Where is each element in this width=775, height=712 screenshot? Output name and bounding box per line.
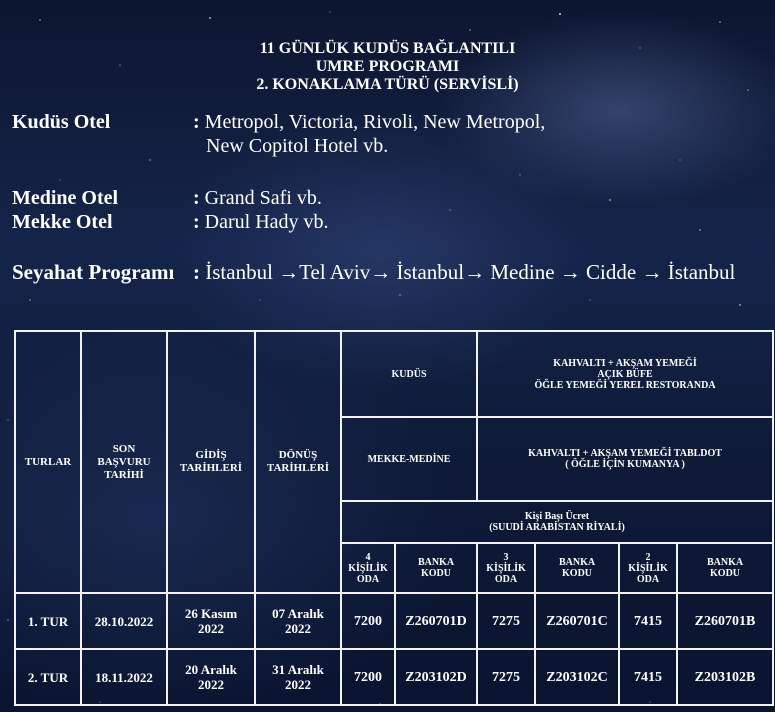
itinerary-stop: Tel Aviv (299, 260, 371, 284)
bank-code: Z260701B (677, 593, 773, 649)
meal-place-kudus (341, 331, 477, 417)
kudus-hotel-value (193, 110, 545, 134)
tour-price-table (14, 330, 774, 706)
arrow-right-icon: → (370, 260, 397, 284)
room-header-line: ODA (494, 573, 518, 585)
meal-desc-kudus (477, 331, 773, 417)
room-header-line: KİŞİLİK (348, 562, 388, 574)
header-son-basvuru-line: BAŞVURU (97, 455, 151, 468)
room-header-banka-kodu (395, 543, 477, 593)
row-gidis-line: 26 Kasım (184, 606, 238, 621)
row-donus-line: 2022 (285, 621, 311, 636)
price-3-kisilik: 7275 (477, 649, 535, 705)
meal-desc-line: AÇIK BÜFE (597, 368, 653, 380)
price-2-kisilik: 7415 (619, 593, 677, 649)
header-gidis (167, 331, 255, 593)
row-donus-line: 2022 (285, 677, 311, 692)
room-header-line: BANKA (706, 557, 744, 568)
bank-code: Z203102D (395, 649, 477, 705)
program-title (0, 40, 775, 94)
medine-hotel-label: Medine Otel (12, 187, 119, 209)
meal-desc-line: KAHVALTI + AKŞAM YEMEĞİ TABLDOT (528, 448, 722, 459)
price-3-kisilik: 7275 (477, 593, 535, 649)
header-donus (255, 331, 341, 593)
header-turlar-text: TURLAR (24, 455, 72, 468)
room-header-line: ODA (636, 573, 660, 585)
room-header-line: KİŞİLİK (628, 562, 668, 574)
meal-desc-line: ( ÖĞLE İÇİN KUMANYA ) (565, 459, 685, 470)
arrow-right-icon: → (464, 260, 491, 284)
room-header-line: BANKA (558, 557, 596, 568)
meal-desc-line: ÖĞLE YEMEĞİ YEREL RESTORANDA (534, 379, 716, 391)
meal-place-mekke-medine (341, 417, 477, 501)
row-donus-line: 31 Aralık (272, 662, 324, 677)
row-son-basvuru: 28.10.2022 (81, 593, 167, 649)
title-line-1: 11 GÜNLÜK KUDÜS BAĞLANTILI (259, 40, 516, 57)
row-donus-line: 07 Aralık (272, 606, 324, 621)
itinerary-stop: İstanbul (396, 260, 465, 284)
price-4-kisilik: 7200 (341, 593, 395, 649)
row-gidis (167, 649, 255, 705)
medine-hotel-value-wrap (193, 186, 322, 210)
mekke-hotel-value: Darul Hady vb. (204, 211, 329, 233)
kudus-hotel-value-line2: New Copitol Hotel vb. (206, 135, 389, 157)
room-header-3-kisilik (477, 543, 535, 593)
room-header-2-kisilik (619, 543, 677, 593)
row-son-basvuru: 18.11.2022 (81, 649, 167, 705)
header-gidis-line: GİDİŞ (195, 449, 227, 461)
itinerary-stop: İstanbul (667, 260, 736, 284)
bank-code: Z260701D (395, 593, 477, 649)
separator: : (193, 211, 200, 233)
room-header-banka-kodu (677, 543, 773, 593)
room-header-line: KODU (710, 568, 741, 579)
meal-place-kudus-text: KUDÜS (391, 368, 427, 380)
itinerary-label: Seyahat Programı (12, 260, 175, 284)
header-gidis-line: TARİHLERİ (179, 462, 243, 474)
row-gidis (167, 593, 255, 649)
row-gidis-line: 2022 (198, 621, 224, 636)
bank-code: Z260701C (535, 593, 619, 649)
room-header-line: 3 (503, 551, 509, 563)
price-header-line2: (SUUDİ ARABİSTAN RİYALİ) (489, 522, 625, 533)
header-turlar (15, 331, 81, 593)
table-row (15, 593, 773, 649)
room-header-banka-kodu (535, 543, 619, 593)
price-2-kisilik: 7415 (619, 649, 677, 705)
room-header-line: KİŞİLİK (486, 562, 526, 574)
itinerary-value (193, 260, 735, 284)
header-donus-line: TARİHLERİ (266, 462, 330, 474)
itinerary-stops (205, 260, 735, 284)
header-son-basvuru-line: SON (112, 442, 136, 455)
table-row (15, 649, 773, 705)
price-4-kisilik: 7200 (341, 649, 395, 705)
itinerary-stop: Medine (490, 260, 555, 284)
kudus-hotel-label: Kudüs Otel (12, 111, 111, 133)
header-son-basvuru-line: TARİHİ (104, 468, 144, 481)
mekke-hotel-value-wrap (193, 210, 329, 234)
separator: : (193, 111, 200, 133)
row-tur: 1. TUR (15, 593, 81, 649)
medine-hotel-value: Grand Safi vb. (204, 187, 322, 209)
header-son-basvuru (81, 331, 167, 593)
meal-desc-line: KAHVALTI + AKŞAM YEMEĞİ (553, 357, 697, 369)
price-header-line1: Kişi Başı Ücret (524, 511, 590, 522)
kudus-hotel-value-line1: Metropol, Victoria, Rivoli, New Metropol, (204, 111, 546, 133)
room-header-line: KODU (421, 568, 451, 579)
title-line-3: 2. KONAKLAMA TÜRÜ (SERVİSLİ) (256, 76, 519, 93)
arrow-right-icon: → (636, 260, 668, 284)
meal-place-mekke-medine-text: MEKKE-MEDİNE (367, 453, 451, 465)
itinerary-stop: Cidde (586, 260, 637, 284)
meal-desc-mekke-medine (477, 417, 773, 501)
room-header-line: 2 (645, 551, 651, 563)
room-header-line: ODA (356, 573, 380, 585)
mekke-hotel-label: Mekke Otel (12, 211, 113, 233)
room-header-line: 4 (365, 551, 371, 563)
itinerary-stop: İstanbul (205, 260, 273, 284)
separator: : (193, 260, 200, 284)
row-tur: 2. TUR (15, 649, 81, 705)
arrow-right-icon: → (272, 260, 300, 284)
row-gidis-line: 2022 (198, 677, 224, 692)
price-header (341, 501, 773, 543)
arrow-right-icon: → (554, 260, 587, 284)
room-header-line: KODU (562, 568, 593, 579)
row-gidis-line: 20 Aralık (185, 662, 237, 677)
row-donus (255, 593, 341, 649)
room-header-line: BANKA (417, 557, 455, 568)
bank-code: Z203102C (535, 649, 619, 705)
separator: : (193, 187, 200, 209)
row-donus (255, 649, 341, 705)
header-donus-line: DÖNÜŞ (278, 449, 318, 461)
title-line-2: UMRE PROGRAMI (315, 58, 460, 75)
bank-code: Z203102B (677, 649, 773, 705)
room-header-4-kisilik (341, 543, 395, 593)
